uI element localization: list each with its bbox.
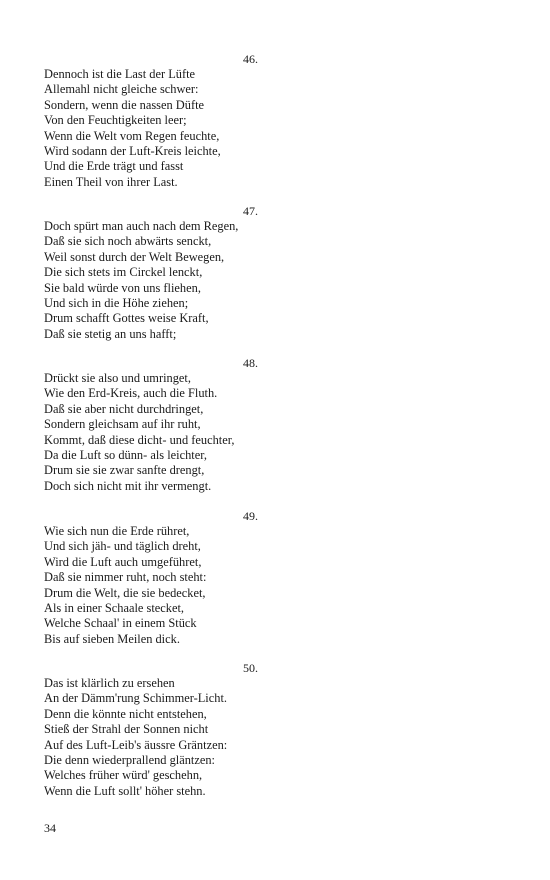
verse-line: An der Dämm'rung Schimmer-Licht. — [44, 691, 227, 706]
verse-line: Welche Schaal' in einem Stück — [44, 616, 197, 631]
verse-line: Von den Feuchtigkeiten leer; — [44, 113, 187, 128]
page-number: 34 — [44, 821, 56, 835]
verse-line: Denn die könnte nicht entstehen, — [44, 706, 207, 721]
verse-line: Welches früher würd' geschehn, — [44, 768, 203, 783]
verse-line: Drückt sie also und umringet, — [44, 371, 191, 385]
verse-line: Sondern, wenn die nassen Düfte — [44, 97, 205, 112]
stanza-number: 46. — [243, 52, 258, 66]
stanza-number: 49. — [243, 509, 258, 523]
verse-line: Die denn wiederprallend gläntzen: — [44, 753, 215, 768]
verse-line: Daß sie aber nicht durchdringet, — [44, 401, 204, 416]
verse-line: Und sich in die Höhe ziehen; — [44, 296, 189, 311]
verse-line: Doch sich nicht mit ihr vermengt. — [44, 478, 212, 493]
verse-line: Doch spürt man auch nach dem Regen, — [44, 219, 239, 233]
verse-line: Drum sie sie zwar sanfte drengt, — [44, 463, 205, 478]
verse-line: Auf des Luft-Leib's äussre Gräntzen: — [44, 737, 228, 752]
verse-line: Bis auf sieben Meilen dick. — [44, 631, 180, 646]
verse-line: Als in einer Schaale stecket, — [44, 601, 185, 616]
verse-line: Daß sie stetig an uns hafft; — [44, 326, 177, 341]
stanza-50 — [44, 661, 284, 799]
verse-line: Das ist klärlich zu ersehen — [44, 676, 175, 690]
verse-line: Dennoch ist die Last der Lüfte — [44, 67, 196, 81]
verse-line: Wenn die Welt vom Regen feuchte, — [44, 128, 220, 143]
verse-line: Allemahl nicht gleiche schwer: — [44, 82, 199, 97]
verse-line: Sie bald würde von uns fliehen, — [44, 280, 201, 295]
stanza-number: 47. — [243, 204, 258, 218]
stanza-46 — [44, 52, 284, 190]
verse-line: Sondern gleichsam auf ihr ruht, — [44, 417, 201, 432]
verse-line: Wie den Erd-Kreis, auch die Fluth. — [44, 386, 218, 401]
verse-line: Drum die Welt, die sie bedecket, — [44, 585, 206, 600]
verse-line: Stieß der Strahl der Sonnen nicht — [44, 722, 209, 737]
verse-line: Wie sich nun die Erde rühret, — [44, 524, 190, 538]
stanza-number: 50. — [243, 661, 258, 675]
verse-line: Wird sodann der Luft-Kreis leichte, — [44, 144, 221, 159]
verse-line: Da die Luft so dünn- als leichter, — [44, 448, 207, 463]
verse-line: Kommt, daß diese dicht- und feuchter, — [44, 432, 235, 447]
verse-line: Weil sonst durch der Welt Bewegen, — [44, 249, 225, 264]
verse-line: Und die Erde trägt und fasst — [44, 159, 184, 174]
verse-line: Die sich stets im Circkel lenckt, — [44, 265, 203, 280]
verse-line: Einen Theil von ihrer Last. — [44, 174, 178, 189]
verse-line: Wenn die Luft sollt' höher stehn. — [44, 783, 206, 798]
verse-line: Daß sie nimmer ruht, noch steht: — [44, 570, 207, 585]
verse-line: Daß sie sich noch abwärts senckt, — [44, 234, 212, 249]
verse-line: Wird die Luft auch umgeführet, — [44, 554, 202, 569]
stanza-47 — [44, 204, 284, 342]
stanza-number: 48. — [243, 356, 258, 370]
verse-line: Und sich jäh- und täglich dreht, — [44, 539, 201, 554]
stanza-48 — [44, 356, 284, 494]
stanza-49 — [44, 509, 284, 647]
verse-line: Drum schafft Gottes weise Kraft, — [44, 311, 209, 326]
